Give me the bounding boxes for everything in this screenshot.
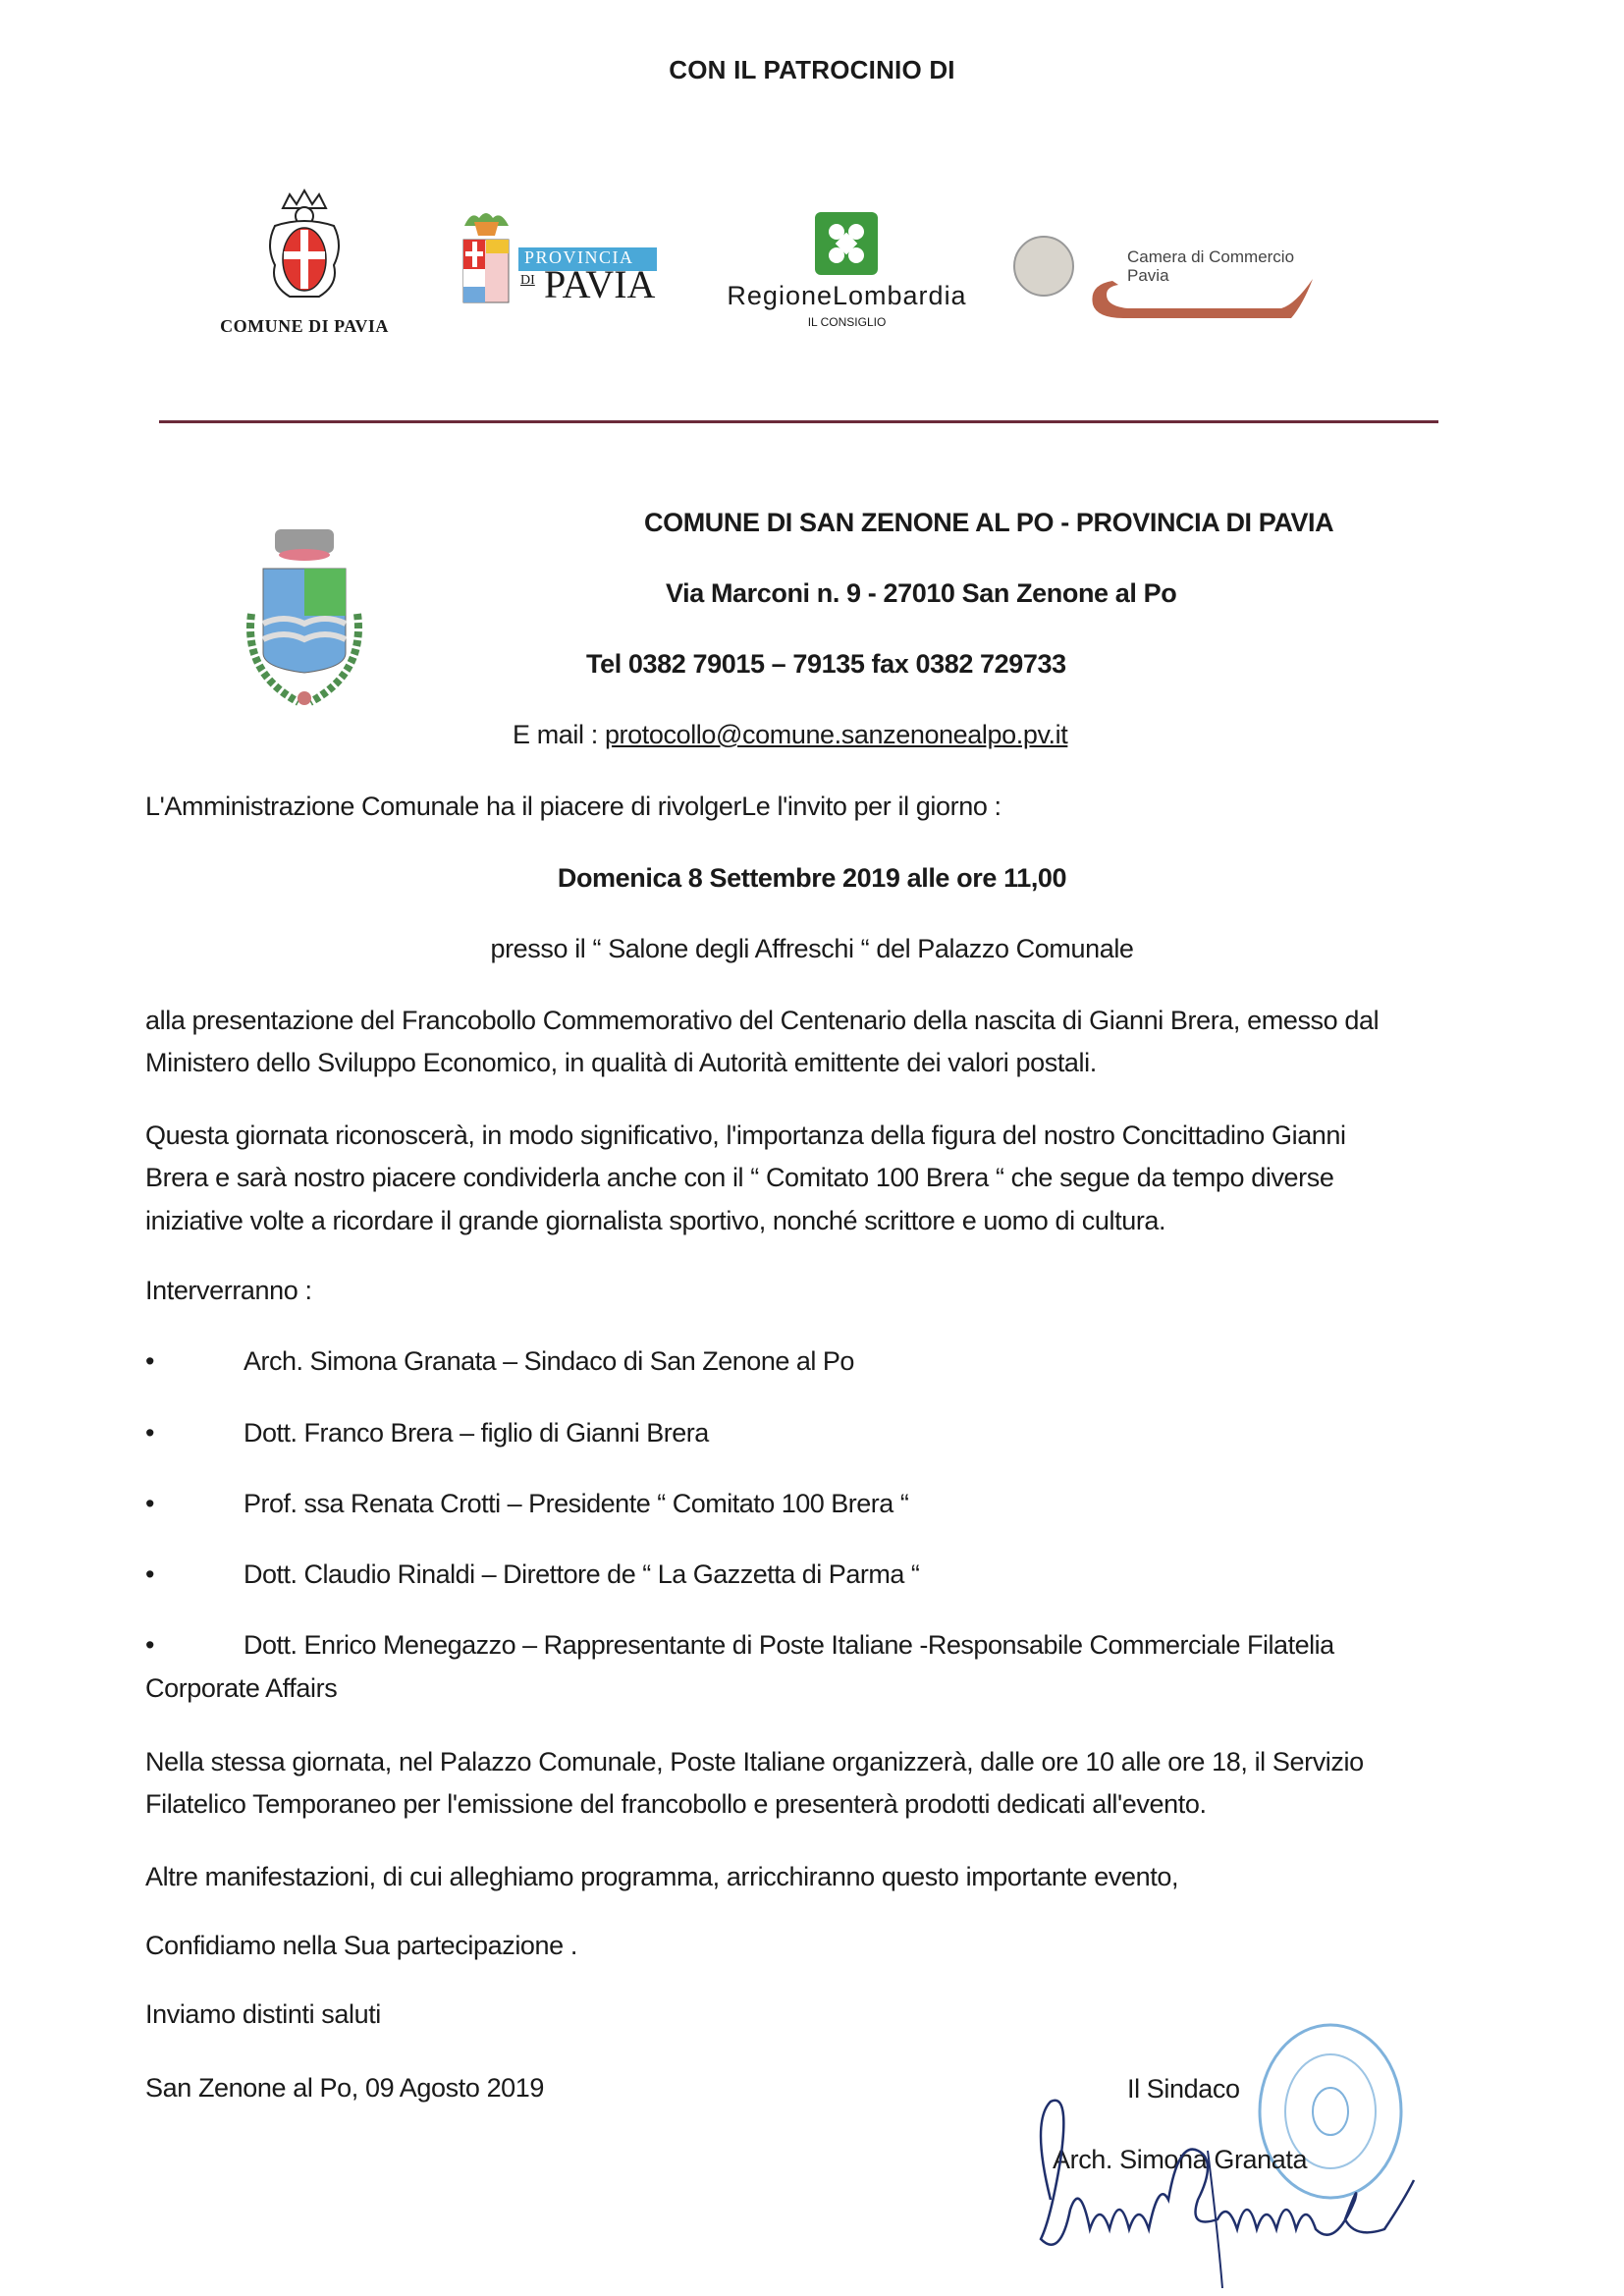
handwritten-signature-icon — [1021, 2082, 1453, 2288]
event-venue: presso il “ Salone degli Affreschi “ del Palazzo Comunale — [490, 934, 1134, 963]
letterhead-address: Via Marconi n. 9 - 27010 San Zenone al Po — [666, 578, 1177, 608]
provincia-label: PROVINCIA — [518, 247, 657, 271]
speaker-item — [145, 1418, 709, 1449]
comune-di-pavia-crest — [245, 187, 363, 304]
speaker-text: Prof. ssa Renata Crotti – Presidente “ Comitato 100 Brera “ — [244, 1489, 909, 1518]
speaker-item — [145, 1489, 908, 1519]
speaker-text: Dott. Franco Brera – figlio di Gianni Brera — [244, 1418, 709, 1448]
regione-lombardia-label: RegioneLombardia — [727, 281, 967, 310]
speaker-item — [145, 1559, 919, 1590]
provincia-pavia-label: PAVIA — [544, 262, 656, 306]
signatory-name: Arch. Simona Granata — [1053, 2145, 1308, 2174]
email-link[interactable]: protocollo@comune.sanzenonealpo.pv.it — [604, 720, 1068, 749]
bullet-icon: • — [145, 1489, 154, 1518]
bullet-icon: • — [145, 1630, 154, 1660]
speaker-text: Arch. Simona Granata – Sindaco di San Zenone al Po — [244, 1346, 854, 1376]
speaker-text: Dott. Claudio Rinaldi – Direttore de “ La Gazzetta di Parma “ — [244, 1559, 920, 1589]
letterhead-email-row — [513, 720, 1067, 750]
san-zenone-crest-icon — [236, 525, 373, 712]
event-date: Domenica 8 Settembre 2019 alle ore 11,00 — [557, 863, 1067, 893]
pavia-crest-icon — [245, 187, 363, 304]
camera-line1: Camera di Commercio — [1127, 247, 1295, 266]
para5: Confidiamo nella Sua partecipazione . — [145, 1931, 577, 1960]
bullet-icon: • — [145, 1346, 154, 1376]
camera-line2: Pavia — [1127, 266, 1169, 285]
para4: Altre manifestazioni, di cui alleghiamo programma, arricchiranno questo importante evento, — [145, 1862, 1179, 1891]
regione-lombardia-logo — [815, 212, 878, 275]
para1-line2: Ministero dello Sviluppo Economico, in qualità di Autorità emittente dei valori postali. — [145, 1048, 1097, 1077]
bullet-icon: • — [145, 1559, 154, 1589]
comune-di-pavia-label: COMUNE DI PAVIA — [220, 316, 389, 336]
provincia-crest-icon — [460, 208, 514, 306]
intro-text: L'Amministrazione Comunale ha il piacere di rivolgerLe l'invito per il giorno : — [145, 792, 1001, 821]
para2-line2: Brera e sarà nostro piacere condividerla anche con il “ Comitato 100 Brera “ che segue da tempo diverse — [145, 1163, 1334, 1192]
letterhead-phone: Tel 0382 79015 – 79135 fax 0382 729733 — [586, 649, 1066, 679]
letterhead-title: COMUNE DI SAN ZENONE AL PO - PROVINCIA DI PAVIA — [644, 508, 1334, 537]
para3-line2: Filatelico Temporaneo per l'emissione del francobollo e presenterà prodotti dedicati all'evento. — [145, 1789, 1207, 1819]
email-label: E mail : — [513, 720, 598, 749]
speaker-item — [145, 1346, 854, 1377]
signatory-title: Il Sindaco — [1127, 2074, 1240, 2104]
patronage-heading: CON IL PATROCINIO DI — [669, 55, 955, 84]
speakers-heading: Interverranno : — [145, 1276, 312, 1305]
lombardy-rose-icon — [815, 212, 878, 275]
para2-line3: iniziative volte a ricordare il grande giornalista sportivo, nonché scrittore e uomo di cultura. — [145, 1206, 1166, 1235]
san-zenone-crest — [236, 525, 373, 712]
provincia-di-prefix: DI — [520, 273, 535, 288]
para1-line1: alla presentazione del Francobollo Commemorativo del Centenario della nascita di Gianni Brera, emesso dal — [145, 1006, 1380, 1035]
bullet-icon: • — [145, 1418, 154, 1448]
camera-swoosh-icon — [1085, 275, 1316, 324]
closing-text: Inviamo distinti saluti — [145, 1999, 381, 2029]
place-date: San Zenone al Po, 09 Agosto 2019 — [145, 2073, 545, 2103]
speaker-item — [145, 1630, 1334, 1661]
speaker5-continuation: Corporate Affairs — [145, 1673, 338, 1703]
camera-seal-icon — [1013, 236, 1074, 297]
para3-line1: Nella stessa giornata, nel Palazzo Comunale, Poste Italiane organizzerà, dalle ore 10 alle ore 18, il Servizio — [145, 1747, 1364, 1777]
header-divider — [159, 420, 1438, 423]
regione-lombardia-sublabel: IL CONSIGLIO — [807, 315, 887, 329]
para2-line1: Questa giornata riconoscerà, in modo significativo, l'importanza della figura del nostro Concittadino Gianni — [145, 1121, 1346, 1150]
speaker-text: Dott. Enrico Menegazzo – Rappresentante di Poste Italiane -Responsabile Commerciale Filatelia — [244, 1630, 1334, 1660]
provincia-di-pavia-logo — [460, 208, 656, 306]
